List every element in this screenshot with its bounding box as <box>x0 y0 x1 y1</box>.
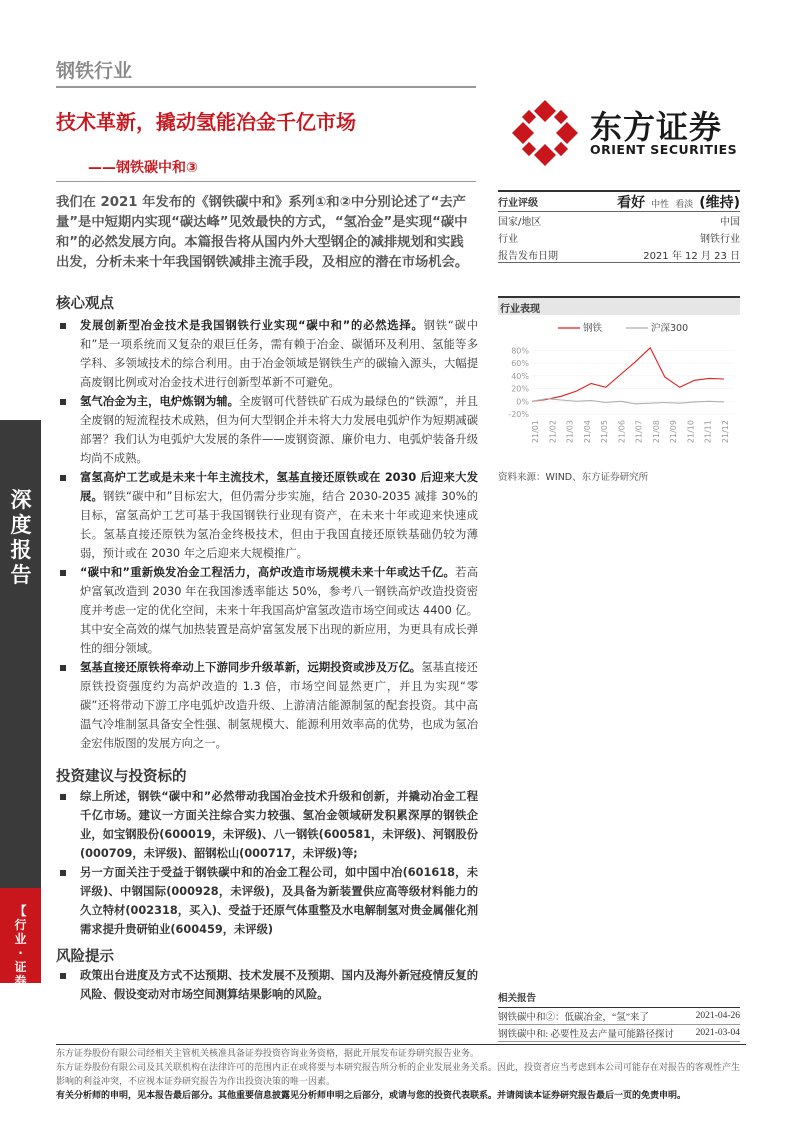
y-tick-label: 20% <box>511 384 529 394</box>
related-item[interactable] <box>498 1025 740 1042</box>
logo-text-cn: 东方证券 <box>590 108 723 146</box>
side-band <box>0 0 41 1122</box>
y-tick-label: 0% <box>516 397 529 407</box>
core-list <box>58 316 478 753</box>
side-band-tag: 【行业·证券】 <box>14 904 27 1002</box>
x-tick-label: 21/06 <box>617 420 627 444</box>
x-tick-label: 21/07 <box>634 420 644 444</box>
info-row <box>498 229 740 246</box>
logo-mark-icon <box>510 98 580 168</box>
x-tick-label: 21/11 <box>703 420 713 444</box>
info-key: 行业 <box>498 234 518 245</box>
sector-label: 钢铁行业 <box>56 60 133 82</box>
intro-paragraph: 我们在 2021 年发布的《钢铁碳中和》系列①和②中分别论述了“去产量”是中短期内实现“碳达峰”见效最快的方式，“氢冶金”是实现“碳中和”的必然发展方向。本篇报告将从国内外大型钢企的减排规划和实践出发，分析未来十年我国钢铁减排主流手段，及相应的潜在市场机会。 <box>56 195 469 270</box>
page-title: 技术革新，撬动氢能冶金千亿市场 <box>56 110 356 134</box>
x-tick-label: 21/04 <box>582 420 592 444</box>
info-value: 2021 年 12 月 23 日 <box>643 250 740 262</box>
x-tick-label: 21/02 <box>548 420 558 444</box>
performance-chart <box>498 318 740 458</box>
investment-list <box>58 787 478 939</box>
info-value: 中国 <box>720 217 740 228</box>
rating-label: 行业评级 <box>498 198 538 209</box>
x-tick-label: 21/12 <box>721 420 730 444</box>
rating-option: 看淡 <box>675 199 694 210</box>
info-row <box>498 212 740 229</box>
list-item <box>58 658 478 753</box>
x-tick-label: 21/03 <box>565 420 575 444</box>
list-item <box>58 563 478 658</box>
disclaimer-line: 东方证券股份有限公司及其关联机构在法律许可的范围内正在或将要与本研究报告所分析的企业发展业务关系。因此，投资者应当考虑到本公司可能存在对报告的客观性产生影响的利益冲突，不应视本证券研究报告为作出投资决策的唯一因素。 <box>56 1063 741 1087</box>
list-item <box>58 468 478 563</box>
disclaimer-notice: 有关分析师的申明，见本报告最后部分。其他重要信息披露见分析师申明之后部分，或请与您的投资代表联系。并请阅读本证券研究报告最后一页的免责申明。 <box>56 1091 687 1101</box>
disclaimer-line: 东方证券股份有限公司经相关主管机关核准具备证券投资咨询业务资格，据此开展发布证券研究报告业务。 <box>56 1049 480 1059</box>
list-item <box>58 316 478 392</box>
orient-securities-logo <box>510 94 750 174</box>
info-key: 国家/地区 <box>498 217 542 228</box>
rating-option: 中性 <box>651 199 670 210</box>
item-text: 氢基直接还原铁投资强度约为高炉改造的 1.3 倍，市场空间显然更广，并且为实现“零碳”还将带动下游工序电弧炉改造升级、上游清洁能源制氢的配套投资。其中高温气冷堆制氢具备安全性强、制氢规模大、能源利用效率高的优势，也成为氢冶金宏伟版图的发展方向之一。 <box>80 661 478 750</box>
item-lead: 氢基直接还原铁将牵动上下游同步升级革新，远期投资或涉及万亿。 <box>80 661 422 674</box>
disclaimer <box>56 1044 746 1103</box>
risk-heading: 风险提示 <box>56 949 114 965</box>
legend-label: 钢铁 <box>583 323 603 334</box>
related-heading: 相关报告 <box>498 990 740 1008</box>
related-date: 2021-03-04 <box>695 1028 740 1038</box>
rating-table <box>498 190 740 263</box>
legend-label: 沪深300 <box>651 323 689 334</box>
item-lead: 氢气冶金为主，电炉炼钢为辅。 <box>80 395 240 408</box>
x-tick-label: 21/09 <box>669 420 679 444</box>
related-title: 钢铁碳中和: 必要性及去产量可能路径探讨 <box>498 1030 675 1040</box>
logo-text-en: ORIENT SECURITIES <box>590 142 738 157</box>
x-tick-label: 21/10 <box>686 420 696 444</box>
y-tick-label: 60% <box>511 359 529 369</box>
list-item <box>58 392 478 468</box>
item-lead: “碳中和”重新焕发冶金工程活力，高炉改造市场规模未来十年或达千亿。 <box>80 566 456 579</box>
info-value: 钢铁行业 <box>700 234 740 245</box>
divider <box>56 86 476 88</box>
series-line <box>532 348 724 402</box>
related-date: 2021-04-26 <box>695 1011 740 1021</box>
risk-list <box>58 966 478 1004</box>
item-lead: 富氢高炉工艺或是未来十年主流技术，氢基直接还原铁或在 2030 后迎来大发展。 <box>80 471 478 503</box>
divider <box>56 181 476 182</box>
related-reports <box>498 990 740 1042</box>
item-text: 全废钢可代替铁矿石成为最绿色的“铁源”，并且全废钢的短流程技术成熟，但为何大型钢企并未将大力发展电弧炉作为短期减碳部署？我们认为电弧炉大发展的条件——废钢资源、廉价电力、电弧炉装备升级均尚不成熟。 <box>80 395 478 465</box>
rating-option-selected: 看好 <box>617 194 646 211</box>
x-tick-label: 21/08 <box>651 420 661 444</box>
info-row <box>498 246 740 263</box>
item-text: 钢铁“碳中和”是一项系统而又复杂的艰巨任务，需有赖于冶金、碳循环及利用、氢能等多学科、多领域技术的综合利用。由于冶金领域是钢铁生产的碳输入源头，大幅提高废钢比例或对冶金技术进行创新型革新不可避免。 <box>80 319 478 389</box>
list-item: 综上所述，钢铁“碳中和”必然带动我国冶金技术升级和创新，并撬动冶金工程千亿市场。建议一方面关注综合实力较强、氢冶金领域研发积累深厚的钢铁企业，如宝钢股份(600019，未评级)、八一钢铁(600581，未评级)、河钢股份(000709，未评级)、韶钢松山(000717，未评级)等; <box>58 787 478 863</box>
list-item: 政策出台进度及方式不达预期、技术发展不及预期、国内及海外新冠疫情反复的风险、假设变动对市场空间测算结果影响的风险。 <box>58 966 478 1004</box>
y-tick-label: 80% <box>511 346 529 356</box>
rating-row <box>498 190 740 212</box>
list-item: 另一方面关注于受益于钢铁碳中和的冶金工程公司，如中国中冶(601618，未评级)、中钢国际(000928，未评级)，及具备为新装置供应高等级材料能力的久立特材(002318，买入)、受益于还原气体重整及水电解制氢对贵金属催化剂需求提升贵研铂业(600459，未评级) <box>58 863 478 939</box>
item-text: 若高炉富氧改造到 2030 年在我国渗透率能达 50%，参考八一钢铁高炉改造投资密度并考虑一定的优化空间，未来十年我国高炉富氢改造市场空间或达 4400 亿。其中安全高效的煤气加热装置是高炉富氢发展下出现的新应用，为更具有成长弹性的细分领域。 <box>80 566 478 655</box>
performance-heading: 行业表现 <box>498 296 740 315</box>
item-text: 钢铁“碳中和”目标宏大，但仍需分步实施，结合 2030-2035 减排 30%的目标，富氢高炉工艺可基于我国钢铁行业现有资产，在未来十年或迎来快速成长。氢基直接还原铁为氢冶金终极技术，但由于我国直接还原铁基础仍较为薄弱，预计或在 2030 年之后迎来大规模推广。 <box>80 490 478 560</box>
core-heading: 核心观点 <box>56 296 114 312</box>
item-lead: 发展创新型冶金技术是我国钢铁行业实现“碳中和”的必然选择。 <box>80 319 424 332</box>
rating-value <box>617 192 740 212</box>
y-tick-label: 40% <box>511 371 529 381</box>
rating-hold: (维持) <box>699 194 740 211</box>
x-tick-label: 21/05 <box>600 420 610 444</box>
y-tick-label: -20% <box>508 410 529 419</box>
report-type-label: 深度报告 <box>10 488 32 587</box>
investment-heading: 投资建议与投资标的 <box>56 769 187 785</box>
related-title: 钢铁碳中和②：低碳冶金，“氢”来了 <box>498 1013 649 1023</box>
chart-source: 资料来源：WIND、东方证券研究所 <box>498 472 649 483</box>
x-tick-label: 21/01 <box>531 420 540 444</box>
related-item[interactable] <box>498 1008 740 1025</box>
page-subtitle: ——钢铁碳中和③ <box>88 160 198 176</box>
info-key: 报告发布日期 <box>498 250 558 262</box>
